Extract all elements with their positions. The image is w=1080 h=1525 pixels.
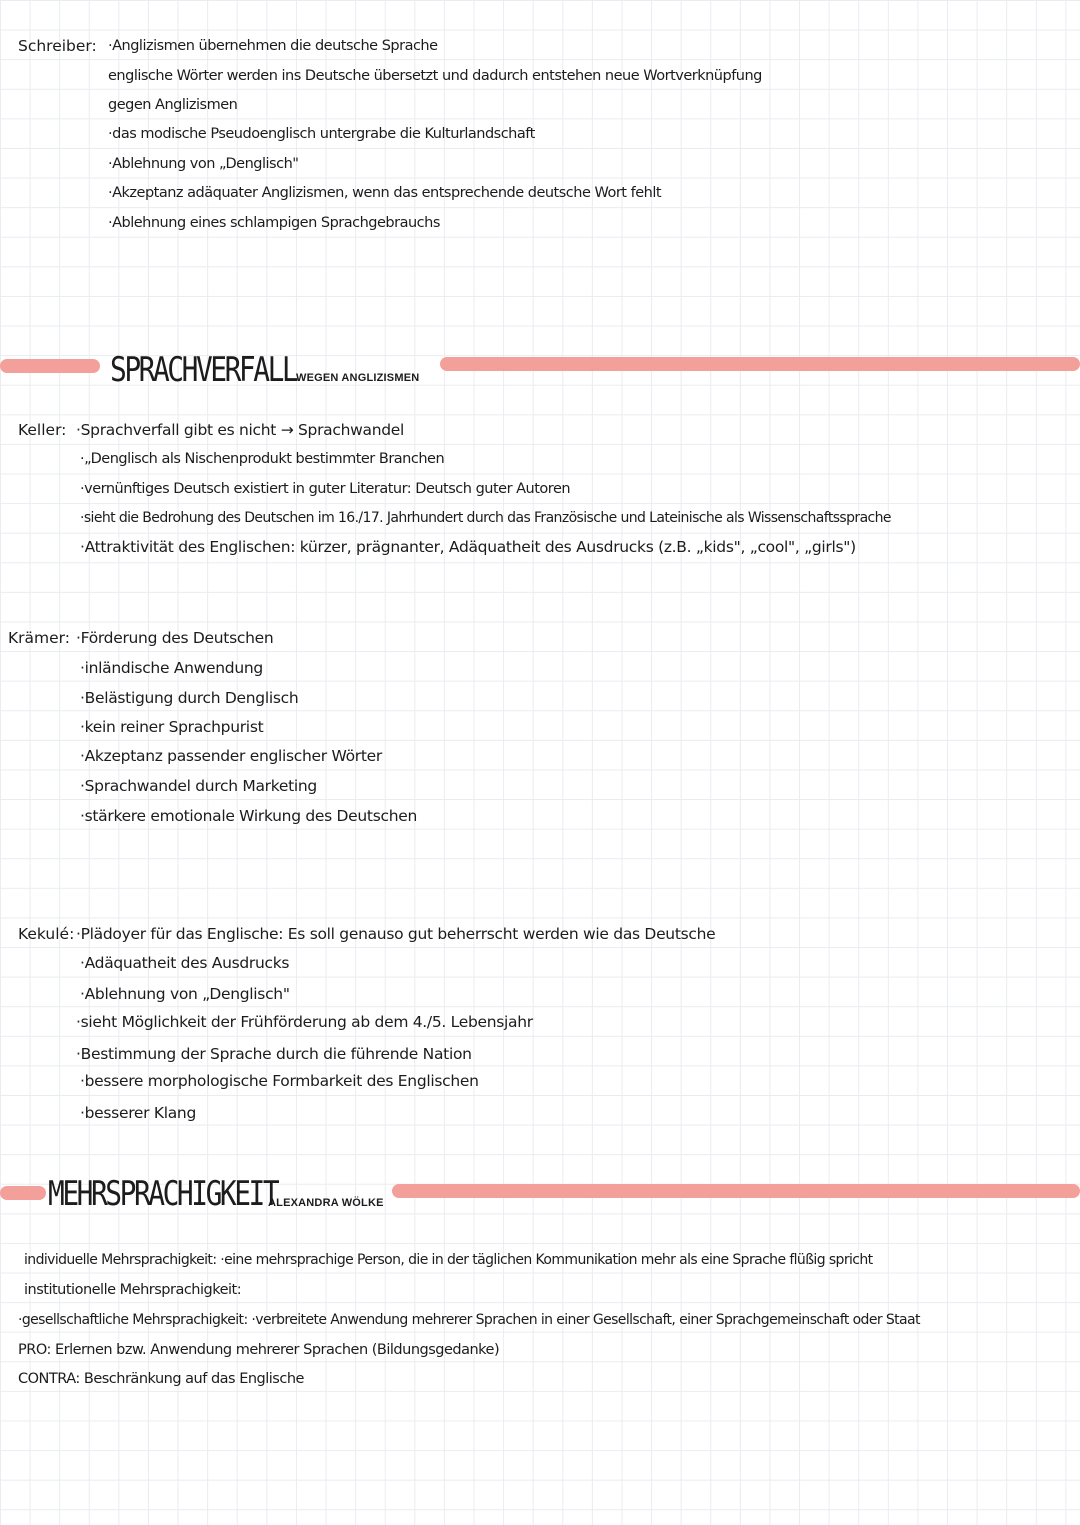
keller-point-5: ·Attraktivität des Englischen: kürzer, prägnanter, Adäquatheit des Ausdrucks (z.B. „kids", „cool", „girls") [80, 538, 856, 556]
schreiber-point-2: englische Wörter werden ins Deutsche übersetzt und dadurch entstehen neue Wortverknüpfung [108, 68, 762, 84]
speaker-keller: Keller: [18, 421, 67, 439]
kekule-point-5: ·Bestimmung der Sprache durch die führende Nation [76, 1045, 472, 1063]
heading-mehrsprachigkeit: MEHRSPRACHIGKEIT [48, 1174, 278, 1214]
subtitle-sprachverfall: WEGEN ANGLIZISMEN [296, 372, 420, 384]
speaker-kekule: Kekulé: [18, 925, 75, 943]
note-pro: PRO: Erlernen bzw. Anwendung mehrerer Sprachen (Bildungsgedanke) [18, 1342, 500, 1358]
speaker-kraemer: Krämer: [8, 629, 70, 647]
kraemer-point-5: ·Akzeptanz passender englischer Wörter [80, 747, 382, 765]
mehrsprachigkeit-bar-right [392, 1184, 1080, 1198]
mehrsprachigkeit-bar-left [0, 1186, 46, 1200]
note-individuell: individuelle Mehrsprachigkeit: ·eine mehrsprachige Person, die in der täglichen Kommunikation mehr als eine Sprache flüßig spricht [24, 1252, 873, 1268]
kekule-point-4: ·sieht Möglichkeit der Frühförderung ab dem 4./5. Lebensjahr [76, 1013, 533, 1031]
kekule-point-1: ·Plädoyer für das Englische: Es soll genauso gut beherrscht werden wie das Deutsche [76, 925, 716, 943]
kraemer-point-7: ·stärkere emotionale Wirkung des Deutschen [80, 807, 417, 825]
keller-point-2: ·„Denglisch als Nischenprodukt bestimmter Branchen [80, 451, 445, 467]
kraemer-point-6: ·Sprachwandel durch Marketing [80, 777, 317, 795]
kraemer-point-2: ·inländische Anwendung [80, 659, 263, 677]
sprachverfall-bar-right [440, 357, 1080, 371]
keller-point-3: ·vernünftiges Deutsch existiert in guter Literatur: Deutsch guter Autoren [80, 481, 571, 497]
note-gesellschaftlich: ·gesellschaftliche Mehrsprachigkeit: ·verbreitete Anwendung mehrerer Sprachen in einer Gesellschaft, einer Sprachgemeinschaft oder Staat [18, 1312, 920, 1328]
schreiber-point-6: ·Akzeptanz adäquater Anglizismen, wenn das entsprechende deutsche Wort fehlt [108, 185, 662, 201]
schreiber-point-7: ·Ablehnung eines schlampigen Sprachgebrauchs [108, 215, 440, 231]
schreiber-point-4: ·das modische Pseudoenglisch untergrabe die Kulturlandschaft [108, 126, 535, 142]
schreiber-point-1: ·Anglizismen übernehmen die deutsche Sprache [108, 38, 438, 54]
kekule-point-2: ·Adäquatheit des Ausdrucks [80, 954, 290, 972]
speaker-schreiber: Schreiber: [18, 37, 97, 55]
note-contra: CONTRA: Beschränkung auf das Englische [18, 1371, 304, 1387]
heading-sprachverfall: SPRACHVERFALL [110, 350, 297, 390]
schreiber-point-5: ·Ablehnung von „Denglisch" [108, 156, 299, 172]
kraemer-point-1: ·Förderung des Deutschen [76, 629, 274, 647]
schreiber-point-3: gegen Anglizismen [108, 97, 238, 113]
kekule-point-3: ·Ablehnung von „Denglisch" [80, 985, 290, 1003]
kekule-point-6: ·bessere morphologische Formbarkeit des Englischen [80, 1072, 479, 1090]
sprachverfall-bar-left [0, 359, 100, 373]
keller-point-1: ·Sprachverfall gibt es nicht → Sprachwandel [76, 421, 404, 439]
keller-point-4: ·sieht die Bedrohung des Deutschen im 16./17. Jahrhundert durch das Französische und Lateinische als Wissenschaftssprache [80, 510, 891, 526]
kekule-point-7: ·besserer Klang [80, 1104, 196, 1122]
subtitle-mehrsprachigkeit: ALEXANDRA WÖLKE [268, 1197, 384, 1209]
kraemer-point-3: ·Belästigung durch Denglisch [80, 689, 299, 707]
kraemer-point-4: ·kein reiner Sprachpurist [80, 718, 264, 736]
note-institutionell: institutionelle Mehrsprachigkeit: [24, 1282, 242, 1298]
